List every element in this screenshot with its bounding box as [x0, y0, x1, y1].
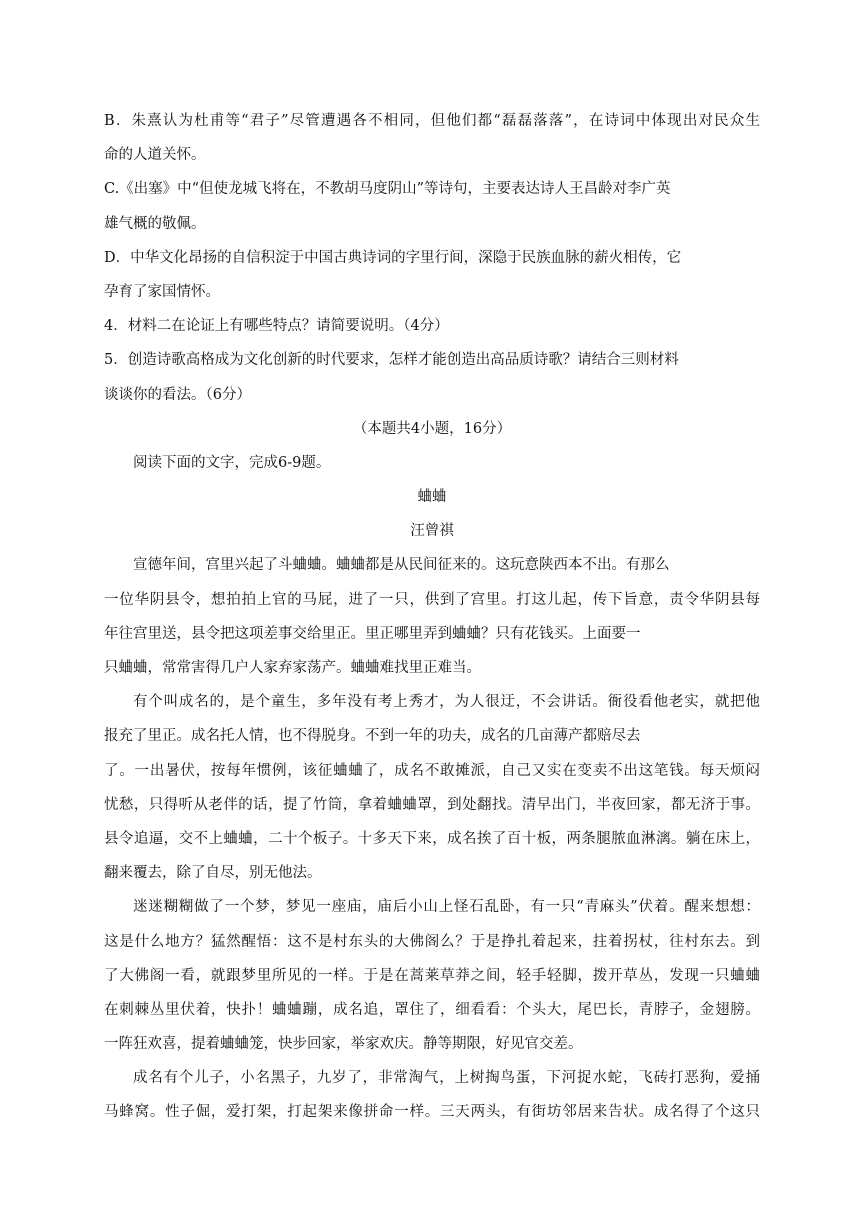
- text-line: 汪曾祺: [410, 523, 454, 540]
- text-line: 成名有个儿子，小名黑子，九岁了，非常淘气，上树掏鸟蛋，下河捉水蛇，飞砖打恶狗，爱捅: [133, 1070, 760, 1087]
- text-line: 翻来覆去，除了自尽，别无他法。: [104, 865, 322, 882]
- document-page: [104, 104, 760, 1130]
- text-line: C.《出塞》中“但使龙城飞将在，不教胡马度阴山”等诗句，主要表达诗人王昌龄对李广英: [104, 181, 671, 198]
- text-line: 孕育了家国情怀。: [104, 283, 220, 300]
- text-line: 5．创造诗歌高格成为文化创新的时代要求，怎样才能创造出高品质诗歌？请结合三则材料: [104, 352, 679, 369]
- text-line: 命的人道关怀。: [104, 147, 206, 164]
- text-line: 宣德年间，宫里兴起了斗蛐蛐。蛐蛐都是从民间征来的。这玩意陕西本不出。有那么: [133, 557, 670, 574]
- text-line: 忧愁，只得听从老伴的话，提了竹筒，拿着蛐蛐罩，到处翻找。清早出门，半夜回家，都无济于事。: [104, 796, 760, 813]
- text-line: B．朱熹认为杜甫等“君子”尽管遭遇各不相同，但他们都“磊磊落落”，在诗词中体现出对民众生: [104, 113, 760, 129]
- text-line: 了。一出暑伏，按每年惯例，该征蛐蛐了，成名不敢摊派，自己又实在变卖不出这笔钱。每天烦闷: [104, 762, 760, 779]
- text-line: 这是什么地方？猛然醒悟：这不是村东头的大佛阁么？于是挣扎着起来，拄着拐杖，往村东去。到: [104, 933, 760, 950]
- text-line: 只蛐蛐，常常害得几户人家弃家荡产。蛐蛐难找里正难当。: [104, 660, 481, 676]
- text-line: 迷迷糊糊做了一个梦，梦见一座庙，庙后小山上怪石乱卧，有一只“青麻头”伏着。醒来想想：: [133, 899, 760, 916]
- text-line: 报充了里正。成名托人情，也不得脱身。不到一年的功夫，成名的几亩薄产都赔尽去: [104, 728, 641, 745]
- text-line: 马蜂窝。性子倔，爱打架，打起架来像拼命一样。三天两头，有街坊邻居来告状。成名得了个这只: [104, 1104, 760, 1121]
- text-line: （本题共4小题，16分）: [352, 420, 512, 437]
- text-line: D．中华文化昂扬的自信积淀于中国古典诗词的字里行间，深隐于民族血脉的薪火相传，它: [104, 249, 682, 266]
- text-line: 一阵狂欢喜，提着蛐蛐笼，快步回家，举家欢庆。静等期限，好见官交差。: [104, 1036, 583, 1053]
- text-line: 了大佛阁一看，就跟梦里所见的一样。于是在蒿莱草莽之间，轻手轻脚，拨开草丛，发现一只蛐蛐: [104, 967, 760, 984]
- text-line: 县令追逼，交不上蛐蛐，二十个板子。十多天下来，成名挨了百十板，两条腿脓血淋漓。躺在床上，: [104, 830, 760, 847]
- text-line: 雄气概的敬佩。: [104, 215, 206, 232]
- text-line: 在刺棘丛里伏着，快扑！蛐蛐蹦，成名追，罩住了，细看看：个头大，尾巴长，青脖子，金翅膀。: [104, 1001, 760, 1018]
- text-line: 有个叫成名的，是个童生，多年没有考上秀才，为人很迂，不会讲话。衙役看他老实，就把他: [133, 694, 760, 711]
- text-line: 蛐蛐: [417, 489, 447, 506]
- text-line: 阅读下面的文字，完成6-9题。: [133, 454, 331, 471]
- text-line: 谈谈你的看法。（6分）: [104, 386, 251, 403]
- text-line: 一位华阴县令，想拍拍上官的马屁，进了一只，供到了宫里。打这儿起，传下旨意，责令华阴县每: [104, 591, 760, 608]
- text-line: 4．材料二在论证上有哪些特点？请简要说明。（4分）: [104, 318, 449, 335]
- text-line: 年往宫里送，县令把这项差事交给里正。里正哪里弄到蛐蛐？只有花钱买。上面要一: [104, 625, 641, 642]
